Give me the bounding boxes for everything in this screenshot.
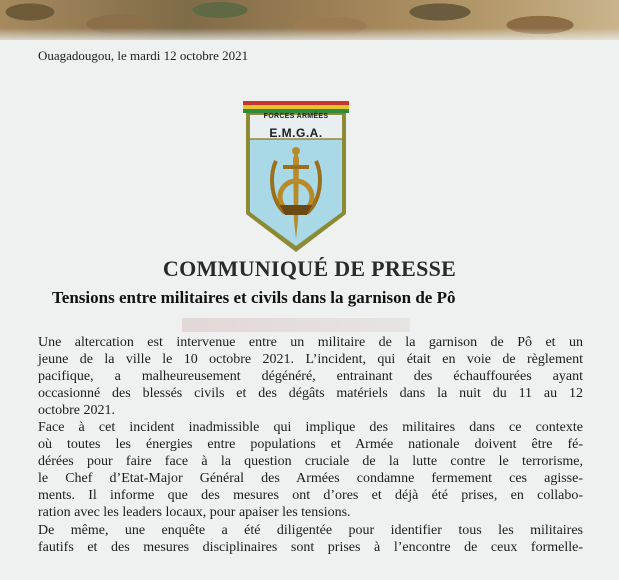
watermark-strip [182, 318, 410, 332]
page-subtitle: Tensions entre militaires et civils dans la garnison de Pô [52, 288, 456, 307]
body-line: occasionné des blessés civils et des dégâts matériels dans la nuit du 11 au 12 [38, 386, 583, 401]
body-line: De même, une enquête a été diligentée pour identifier tous les militaires [38, 523, 583, 538]
emga-emblem [243, 101, 349, 253]
emblem-label-top: FORCES ARMÉES [263, 113, 329, 120]
body-line: ments. Il informe que des mesures ont d’ores et déjà été prises, en collabo- [38, 488, 583, 503]
body-line: jeune de la ville le 10 octobre 2021. L’incident, qui était en voie de règlement [38, 352, 583, 367]
dateline: Ouagadougou, le mardi 12 octobre 2021 [38, 48, 249, 63]
header-fade [0, 28, 619, 44]
body-line: pacifique, a malheureusement dégénéré, entrainant des échauffourées ayant [38, 369, 583, 384]
body-line: le Chef d’Etat-Major Général des Armées condamne fermement ces agisse- [38, 471, 583, 486]
flag-stripe-red [243, 101, 349, 105]
body-line: fautifs et des mesures disciplinaires sont prises à l’encontre de ceux formelle- [38, 540, 583, 555]
body-line: où toutes les énergies entre populations et Armée nationale doivent être fé- [38, 437, 583, 452]
body-line: Face à cet incident inadmissible qui implique des militaires dans ce contexte [38, 420, 583, 435]
emblem-shield-icon [243, 101, 349, 253]
flag-stripe-yellow [243, 105, 349, 109]
body-line: ration avec les leaders locaux, pour apaiser les tensions. [38, 505, 351, 520]
body-line: dérées pour faire face à la question cruciale de la lutte contre le terrorisme, [38, 454, 583, 469]
body-line: octobre 2021. [38, 403, 115, 418]
emblem-label-main: E.M.G.A. [269, 126, 323, 140]
body-line: Une altercation est intervenue entre un militaire de la garnison de Pô et un [38, 335, 583, 350]
page-title: COMMUNIQUÉ DE PRESSE [162, 256, 457, 281]
